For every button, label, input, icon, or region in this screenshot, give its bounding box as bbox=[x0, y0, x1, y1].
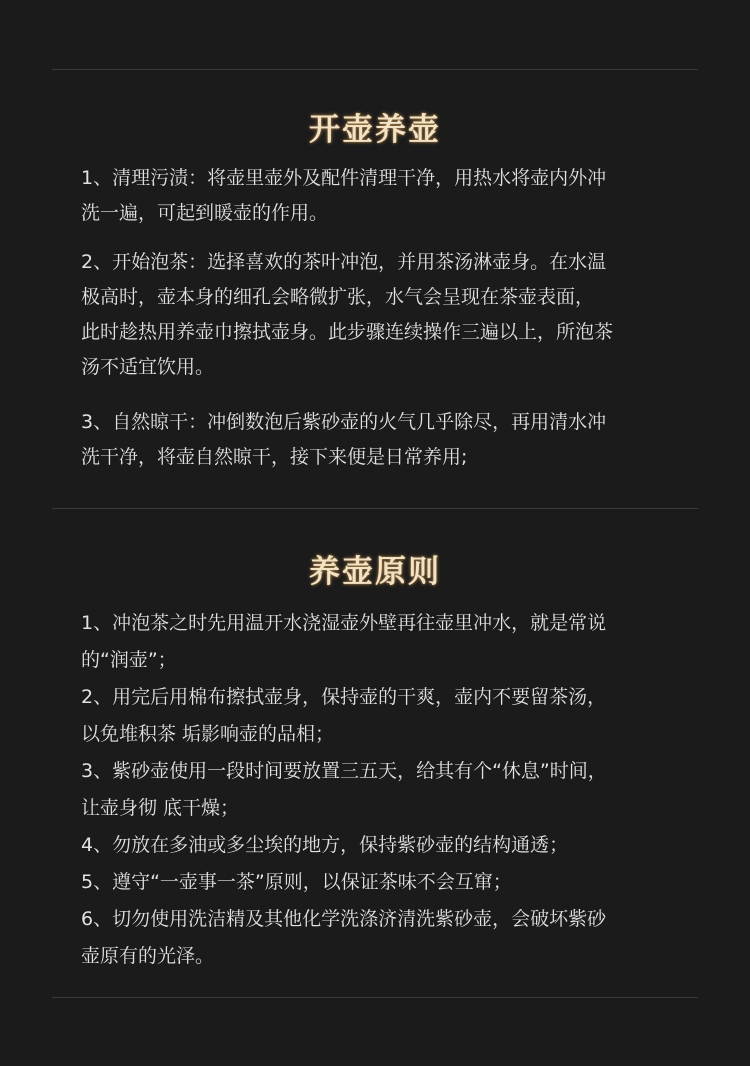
divider-top bbox=[52, 69, 698, 70]
section-heading-open-pot: 开壶养壶 bbox=[309, 112, 441, 148]
section-heading-care-principles: 养壶原则 bbox=[309, 554, 441, 590]
divider-bottom bbox=[52, 997, 698, 998]
list-item-avoid-oil-dust: 4、勿放在多油或多尘埃的地方，保持紫砂壶的结构通透； bbox=[81, 834, 569, 856]
list-item-wipe-dry: 2、用完后用棉布擦拭壶身，保持壶的干爽，壶内不要留茶汤， 以免堆积茶 垢影响壶的品相； bbox=[81, 686, 607, 745]
list-item-no-detergent: 6、切勿使用洗洁精及其他化学洗涤济清洗紫砂壶，会破坏紫砂 壶原有的光泽。 bbox=[81, 908, 607, 967]
list-item-one-pot-one-tea: 5、遵守“一壶事一茶”原则，以保证茶味不会互窜； bbox=[81, 871, 512, 893]
paragraph-start-brewing: 2、开始泡茶：选择喜欢的茶叶冲泡，并用茶汤淋壶身。在水温 极高时，壶本身的细孔会略微扩张，水气会呈现在茶壶表面， 此时趁热用养壶巾擦拭壶身。此步骤连续操作三遍以上，所泡茶 汤不适宜饮用。 bbox=[81, 251, 614, 378]
paragraph-air-dry: 3、自然晾干：冲倒数泡后紫砂壶的火气几乎除尽，再用清水冲 洗干净，将壶自然晾干，接下来便是日常养用; bbox=[81, 411, 607, 468]
list-item-rinse-pot: 1、冲泡茶之时先用温开水浇湿壶外壁再往壶里冲水，就是常说 的“润壶”； bbox=[81, 612, 607, 671]
divider-middle bbox=[52, 508, 698, 509]
list-item-rest-period: 3、紫砂壶使用一段时间要放置三五天，给其有个“休息”时间， 让壶身彻 底干燥； bbox=[81, 760, 607, 819]
paragraph-clean-stains: 1、清理污渍：将壶里壶外及配件清理干净，用热水将壶内外冲 洗一遍，可起到暖壶的作用。 bbox=[81, 167, 607, 224]
